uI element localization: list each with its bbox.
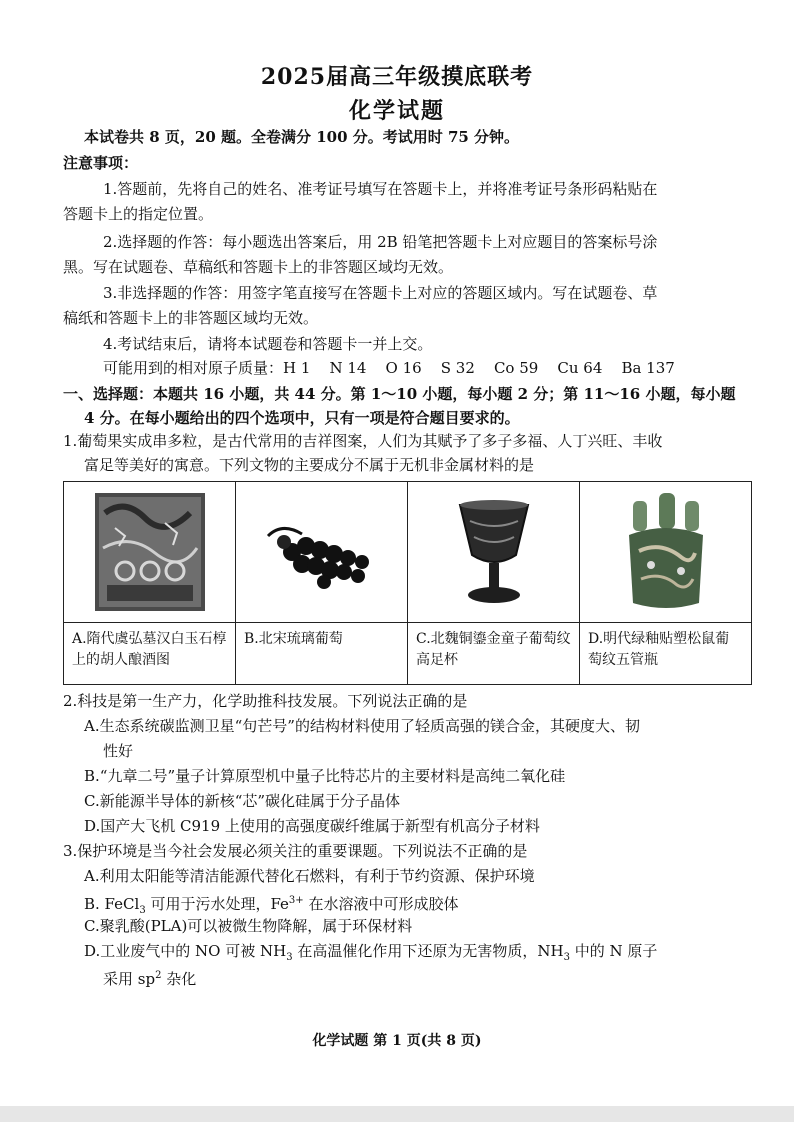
grapes-icon [262,512,382,592]
q3-d-text-2: 在高温催化作用下还原为无害物质，NH [292,942,564,960]
q3-b-text-3: 在水溶液中可形成胶体 [303,895,459,913]
q1-option-c: C.北魏铜鎏金童子葡萄纹高足杯 [416,631,571,668]
q3-b-text-2: 可用于污水处理，Fe [145,895,289,913]
page-bottom-band [0,1106,794,1122]
q3-b-sup: 3+ [288,895,304,906]
q3-d-text-3: 中的 N 原子 [569,942,658,960]
q2-option-b: B.“九章二号”量子计算原型机中量子比特芯片的主要材料是高纯二氧化硅 [84,767,566,785]
page-footer: 化学试题 第 1 页(共 8 页) [312,1033,482,1049]
exam-subject-title: 化学试题 [348,98,445,124]
note-2-line-2: 黑。写在试题卷、草稿纸和答题卡上的非答题区域均无效。 [63,258,454,276]
q1-option-a: A.隋代虞弘墓汉白玉石椁上的胡人酿酒图 [72,631,227,668]
q3-option-d-line-2 [103,966,793,989]
note-4: 4.考试结束后，请将本试题卷和答题卡一并上交。 [103,335,433,353]
q3-stem: 3.保护环境是当今社会发展必须关注的重要课题。下列说法不正确的是 [63,842,528,860]
q3-d-text-1: D.工业废气中的 NO 可被 NH [84,942,287,960]
q3-d-sup: 2 [155,970,162,981]
q3-b-sub: 3 [139,905,146,916]
section-1-line-2: 4 分。在每小题给出的四个选项中，只有一项是符合题目要求的。 [84,409,520,427]
note-3-line-1: 3.非选择题的作答：用签字笔直接写在答题卡上对应的答题区域内。写在试题卷、草 [103,284,658,302]
q1-options-table [63,481,752,685]
goblet-icon [454,497,534,607]
section-1-line-1: 一、选择题：本题共 16 小题，共 44 分。第 1～10 小题，每小题 2 分；第 11～16 小题，每小题 [63,385,736,403]
note-1-line-2: 答题卡上的指定位置。 [63,205,214,223]
q2-option-c: C.新能源半导体的新核“芯”碳化硅属于分子晶体 [84,792,401,810]
exam-info: 本试卷共 8 页，20 题。全卷满分 100 分。考试用时 75 分钟。 [84,128,520,146]
q1-stem-line-2: 富足等美好的寓意。下列文物的主要成分不属于无机非金属材料的是 [84,456,535,474]
q1-option-b: B.北宋琉璃葡萄 [244,631,343,647]
vase-icon [621,491,711,613]
q2-option-d: D.国产大飞机 C919 上使用的高强度碳纤维属于新型有机高分子材料 [84,817,540,835]
q3-d-sub-2: 3 [563,952,570,963]
q1-option-d: D.明代绿釉贴塑松鼠葡萄纹五管瓶 [588,631,730,668]
q3-d-text-5: 杂化 [161,970,197,988]
q3-option-a: A.利用太阳能等清洁能源代替化石燃料，有利于节约资源、保护环境 [84,867,535,885]
note-2-line-1: 2.选择题的作答：每小题选出答案后，用 2B 铅笔把答题卡上对应题目的答案标号涂 [103,233,658,251]
q3-d-text-4: 采用 sp [103,970,156,988]
green-vase-image [580,482,751,623]
q1-option-b-cell [236,482,408,684]
stone-relief-icon [95,493,205,611]
q1-stem-line-1: 1.葡萄果实成串多粒，是古代常用的吉祥图案，人们为其赋予了多子多福、人丁兴旺、丰收 [63,432,663,450]
q1-option-d-cell [580,482,751,684]
q2-option-a-line-1: A.生态系统碳监测卫星“句芒号”的结构材料使用了轻质高强的镁合金，其硬度大、韧 [84,717,640,735]
q1-option-a-cell [64,482,236,684]
stone-relief-image [64,482,235,623]
note-3-line-2: 稿纸和答题卡上的非答题区域均无效。 [63,309,319,327]
note-1-line-1: 1.答题前，先将自己的姓名、准考证号填写在答题卡上，并将准考证号条形码粘贴在 [103,180,658,198]
atomic-masses: 可能用到的相对原子质量：H 1 N 14 O 16 S 32 Co 59 Cu 64 Ba 137 [103,359,675,377]
q3-option-c: C.聚乳酸(PLA)可以被微生物降解，属于环保材料 [84,917,413,935]
q2-option-a-line-2: 性好 [103,742,134,760]
bronze-cup-image [408,482,579,623]
exam-title: 2025届高三年级摸底联考 [260,64,534,90]
q1-option-c-cell [408,482,580,684]
q3-option-d-line-1 [84,941,774,968]
q3-b-text-1: B. FeCl [84,895,140,913]
q3-d-sub-1: 3 [286,952,293,963]
glass-grapes-image [236,482,407,623]
q2-stem: 2.科技是第一生产力，化学助推科技发展。下列说法正确的是 [63,692,468,710]
notes-heading: 注意事项： [63,154,139,172]
